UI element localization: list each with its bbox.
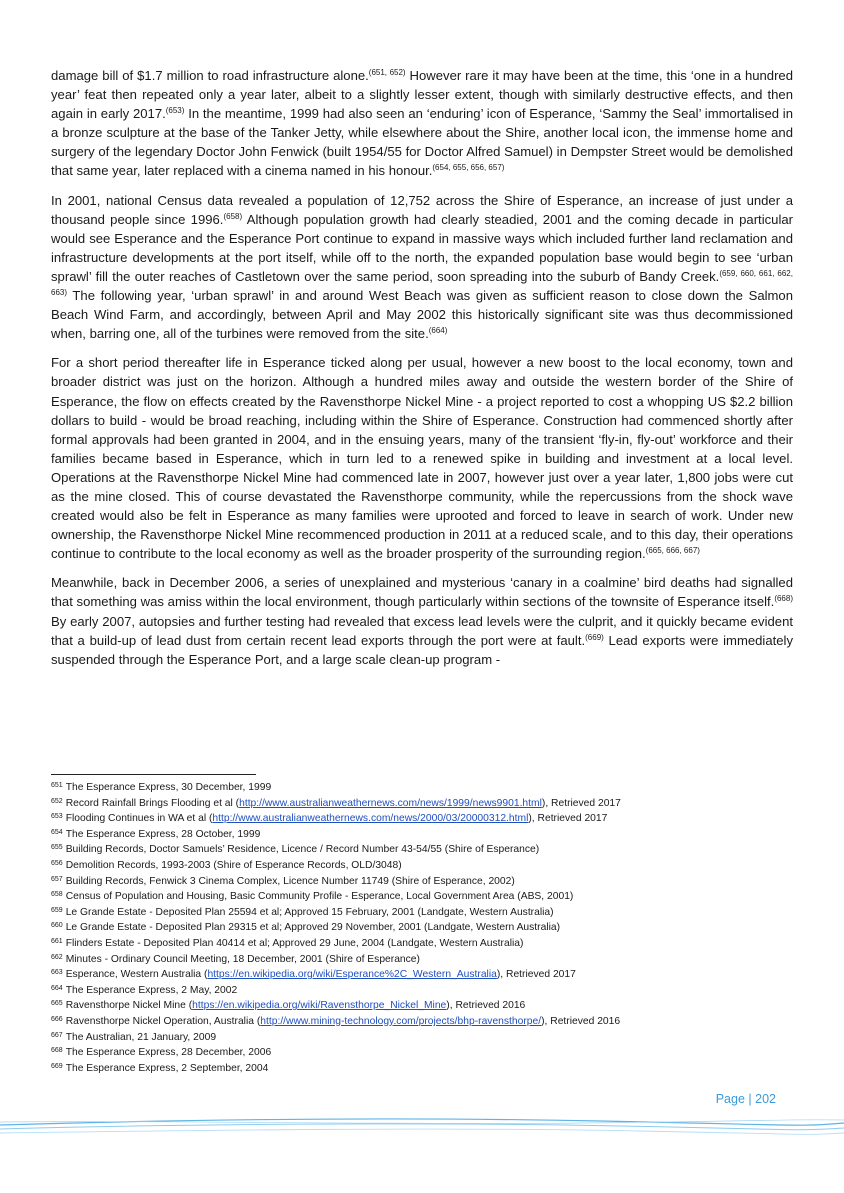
- footnote-link[interactable]: https://en.wikipedia.org/wiki/Ravensthorpe_Nickel_Mine: [192, 1000, 447, 1012]
- footnote-separator: [51, 774, 256, 775]
- citation-reference: (654, 655, 656, 657): [432, 163, 505, 173]
- paragraph-text: For a short period thereafter life in Esperance ticked along per usual, however a new boost to the local economy, town and broader district was just on the horizon. Although a hundred miles away and outside the western border of the Shire of Esperance, the flow on effects created by the Ravensthorpe Nickel Mine - a project reported to cost a whopping US $2.2 billion dollars to build - would be broad reaching, including within the Shire of Esperance. Construction had commenced shortly after formal approvals had been granted in 2004, and in the ensuing years, many of the transient ‘fly-in, fly-out’ workforce and their families became based in Esperance, which in turn led to a renewed spike in building and investment at a local level. Operations at the Ravensthorpe Nickel Mine had commenced late in 2007, however just over a year later, 1,800 jobs were cut as the mine closed. This of course devastated the Ravensthorpe community, while the repercussions from the shock wave created would also be felt in Esperance as many families were uprooted and forced to leave in search of work. Under new ownership, the Ravensthorpe Nickel Mine recommenced production in 2011 at a reduced scale, and to this day, their operations continue to contribute to the local economy as well as the broader prosperity of the surrounding region.: [51, 355, 793, 562]
- footnote: [51, 1061, 811, 1077]
- footnote-number: 659: [51, 906, 63, 914]
- footnote-number: 660: [51, 922, 63, 930]
- footnote: [51, 842, 811, 858]
- paragraph-text: However rare it may have been at the time, this ‘one in a hundred year’ feat then repeated only a year later, albeit to a slightly lesser extent, though with similarly destructive effects, and then again in early 2017.: [51, 68, 794, 122]
- footnote: [51, 1030, 811, 1046]
- footnote: [51, 967, 811, 983]
- citation-reference: (651, 652): [368, 68, 406, 77]
- footnote-number: 653: [51, 813, 63, 821]
- footnote-link[interactable]: http://www.australianweathernews.com/news/2000/03/20000312.html: [212, 813, 529, 825]
- paragraph: [51, 353, 793, 563]
- footnote-number: 666: [51, 1015, 63, 1023]
- page-number-value: 202: [755, 1092, 776, 1106]
- footnote-number: 658: [51, 891, 63, 899]
- footnote-number: 654: [51, 828, 63, 836]
- footnote-number: 652: [51, 797, 63, 805]
- footnote-link[interactable]: http://www.australianweathernews.com/news/1999/news9901.html: [239, 797, 542, 809]
- footnote-number: 661: [51, 937, 63, 945]
- footnote-suffix: ), Retrieved 2017: [528, 813, 608, 825]
- footnote-text: Building Records, Doctor Samuels’ Residence, Licence / Record Number 43-54/55 (Shire of Esperance): [65, 844, 540, 856]
- footnote-text: Building Records, Fenwick 3 Cinema Complex, Licence Number 11749 (Shire of Esperance, 2002): [65, 875, 515, 887]
- footnote-text: The Esperance Express, 2 September, 2004: [65, 1062, 269, 1074]
- footnote-number: 655: [51, 844, 63, 852]
- paragraph-text: damage bill of $1.7 million to road infrastructure alone.: [51, 68, 369, 83]
- body-text: [51, 66, 793, 679]
- paragraph-text: By early 2007, autopsies and further testing had revealed that excess lead levels were the culprit, and it quickly became evident that a build-up of lead dust from certain recent lead exports through the port were at fault.: [51, 613, 793, 648]
- page-label: Page: [715, 1092, 745, 1106]
- footnote-text: Esperance, Western Australia (: [65, 969, 208, 981]
- citation-reference: (658): [223, 211, 243, 221]
- footnote-number: 663: [51, 969, 63, 977]
- footnote: [51, 889, 811, 905]
- footnote-number: 665: [51, 1000, 63, 1008]
- paragraph: [51, 66, 793, 181]
- citation-reference: (665, 666, 667): [645, 546, 700, 556]
- footnote-text: The Esperance Express, 30 December, 1999: [65, 782, 272, 793]
- footnote: [51, 952, 811, 968]
- footnote-link[interactable]: https://en.wikipedia.org/wiki/Esperance%2C_Western_Australia: [207, 969, 497, 981]
- citation-reference: (669): [585, 632, 604, 642]
- footnote-text: The Esperance Express, 28 October, 1999: [65, 828, 261, 840]
- footnote: [51, 780, 811, 796]
- citation-reference: (668): [774, 594, 793, 604]
- footnote-suffix: ), Retrieved 2016: [446, 1000, 526, 1012]
- footnote-text: The Esperance Express, 2 May, 2002: [65, 984, 238, 996]
- footnote-text: Minutes - Ordinary Council Meeting, 18 December, 2001 (Shire of Esperance): [65, 953, 420, 965]
- paragraph-text: Although population growth had clearly steadied, 2001 and the coming decade in particular would see Esperance and the Esperance Port continue to expand in massive ways which included further land reclamation and infrastructure developments at the port itself, while off to the north, the expanded population base would begin to see ‘urban sprawl’ fill the outer reaches of Castletown over the same period, soon spreading into the suburb of Bandy Creek.: [51, 211, 793, 284]
- footer-wave-decoration: [0, 1105, 844, 1145]
- footnote-text: Le Grande Estate - Deposited Plan 29315 et al; Approved 29 November, 2001 (Landgate, Western Australia): [65, 922, 561, 934]
- footnote-text: Flooding Continues in WA et al (: [65, 813, 213, 825]
- paragraph-text: Lead exports were immediately suspended through the Esperance Port, and a large scale clean-up program -: [51, 632, 794, 667]
- footnote-number: 669: [51, 1062, 63, 1070]
- footnote-text: Ravensthorpe Nickel Operation, Australia (: [65, 1015, 261, 1027]
- footnote-text: Ravensthorpe Nickel Mine (: [65, 1000, 193, 1012]
- footnote: [51, 1014, 811, 1030]
- footnote-suffix: ), Retrieved 2017: [541, 797, 621, 809]
- paragraph: [51, 191, 793, 344]
- footnote-number: 662: [51, 953, 63, 961]
- footnote: [51, 874, 811, 890]
- footnote-number: 651: [51, 782, 63, 789]
- footnote-text: Census of Population and Housing, Basic Community Profile - Esperance, Local Government Area (ABS, 2001): [65, 891, 574, 903]
- page-separator: |: [748, 1092, 752, 1106]
- footnote: [51, 905, 811, 921]
- footnote: [51, 796, 811, 812]
- footnote-link[interactable]: http://www.mining-technology.com/projects/bhp-ravensthorpe/: [260, 1015, 542, 1027]
- footnote-text: The Esperance Express, 28 December, 2006: [65, 1047, 272, 1059]
- footnote-number: 664: [51, 984, 63, 992]
- footnote: [51, 858, 811, 874]
- citation-reference: (659, 660, 661, 662, 663): [51, 268, 793, 298]
- page-number: [716, 1092, 776, 1106]
- footnotes: [51, 780, 811, 1076]
- footnote-text: Flinders Estate - Deposited Plan 40414 et al; Approved 29 June, 2004 (Landgate, Western Australia): [65, 937, 524, 949]
- footnote-number: 657: [51, 875, 63, 883]
- footnote-text: Record Rainfall Brings Flooding et al (: [65, 797, 240, 809]
- footnote: [51, 983, 811, 999]
- footnote-suffix: ), Retrieved 2016: [541, 1015, 621, 1027]
- citation-reference: (664): [428, 326, 448, 336]
- footnote-suffix: ), Retrieved 2017: [496, 969, 576, 981]
- paragraph-text: In 2001, national Census data revealed a population of 12,752 across the Shire of Esperance, an increase of just under a thousand people since 1996.: [51, 192, 793, 227]
- footnote-number: 656: [51, 859, 63, 867]
- paragraph-text: In the meantime, 1999 had also seen an ‘enduring’ icon of Esperance, ‘Sammy the Seal’ immortalised in a bronze sculpture at the base of the Tanker Jetty, while elsewhere about the Shire, another local icon, the immense home and surgery of the legendary Doctor John Fenwick (built 1954/55 for Doctor Alfred Samuel) in Dempster Street would be demolished that same year, later replaced with a cinema named in his honour.: [51, 106, 793, 179]
- footnote: [51, 827, 811, 843]
- footnote: [51, 920, 811, 936]
- footnote-text: Demolition Records, 1993-2003 (Shire of Esperance Records, OLD/3048): [65, 859, 402, 871]
- footnote: [51, 1045, 811, 1061]
- footnote: [51, 998, 811, 1014]
- paragraph-text: The following year, ‘urban sprawl’ in and around West Beach was given as sufficient reason to close down the Salmon Beach Wind Farm, and accordingly, between April and May 2002 this historically significant site was thus decommissioned when, barring one, all of the turbines were removed from the site.: [51, 288, 793, 342]
- paragraph: [51, 573, 793, 668]
- citation-reference: (653): [165, 106, 185, 116]
- footnote: [51, 811, 811, 827]
- footnote-number: 667: [51, 1031, 63, 1039]
- footnote-text: The Australian, 21 January, 2009: [65, 1031, 217, 1043]
- footnote: [51, 936, 811, 952]
- footnote-number: 668: [51, 1047, 63, 1055]
- footnote-text: Le Grande Estate - Deposited Plan 25594 et al; Approved 15 February, 2001 (Landgate, Western Australia): [65, 906, 554, 918]
- paragraph-text: Meanwhile, back in December 2006, a series of unexplained and mysterious ‘canary in a coalmine’ bird deaths had signalled that something was amiss within the local environment, though particularly within sections of the townsite of Esperance itself.: [51, 575, 793, 610]
